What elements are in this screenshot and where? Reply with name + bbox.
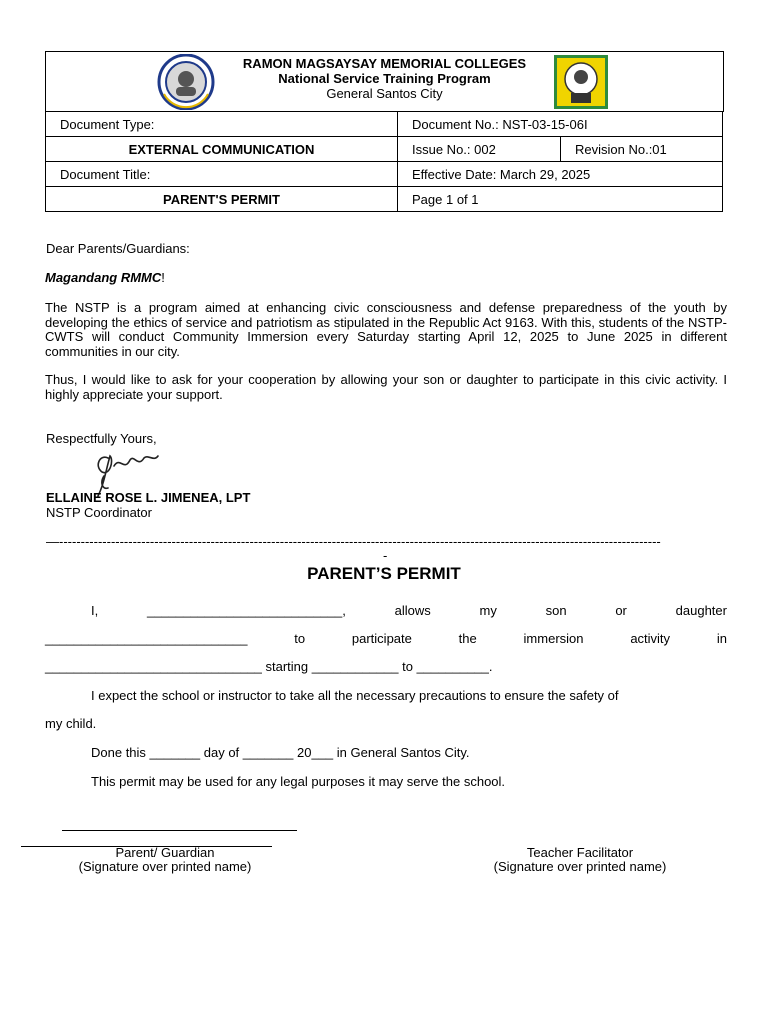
teacher-label: Teacher Facilitator [526,845,634,860]
parent-name-blank[interactable]: ___________________________, [147,603,346,618]
cut-line-tail: - [383,548,388,563]
page-number: Page 1 of 1 [398,187,723,212]
permit-line-2 [45,631,727,646]
doc-type-label: Document Type: [46,112,398,137]
revision-number: Revision No.:01 [561,137,723,162]
effective-date: Effective Date: March 29, 2025 [398,162,723,187]
letter-paragraph-2: Thus, I would like to ask for your cooperation by allowing your son or daughter to participate in this civic activity. I highly appreciate your support. [45,372,727,402]
permit-i: I, [91,603,99,618]
teacher-sub: (Signature over printed name) [493,859,667,874]
parent-sub: (Signature over printed name) [78,859,252,874]
permit-word: in [716,631,727,646]
permit-word: or [615,603,627,618]
permit-word: participate [351,631,412,646]
header-text-block [46,56,723,101]
permit-word: daughter [675,603,727,618]
greeting [45,271,165,285]
teacher-signature-block [466,846,694,874]
cut-line: —------------------------------------------------------------------------------------------------------------------------------------------- [46,534,661,549]
permit-line-7: This permit may be used for any legal purposes it may serve the school. [91,774,506,789]
permit-word: the [458,631,477,646]
permit-line-3: ______________________________ starting ____________ to __________. [45,659,493,674]
school-city: General Santos City [326,86,443,101]
doc-title-label: Document Title: [46,162,398,187]
letter-paragraph-1: The NSTP is a program aimed at enhancing civic consciousness and defense preparedness of the youth by developing the ethics of service and patriotism as stipulated in the Republic Act 9163. With this, students of the NSTP-CWTS will conduct Community Immersion every Saturday starting April 12, 2025 to June 2025 in different communities in our city. [45,300,727,359]
permit-word: allows [394,603,431,618]
parent-signature-block [60,846,270,874]
permit-title: PARENT’S PERMIT [307,564,461,583]
signer-name: ELLAINE ROSE L. JIMENEA, LPT [46,490,251,505]
document-header [45,51,724,112]
doc-number: Document No.: NST-03-15-06I [398,112,723,137]
parent-label: Parent/ Guardian [115,845,215,860]
permit-word: my [479,603,497,618]
permit-word: to [294,631,306,646]
permit-line-5: my child. [45,716,97,731]
doc-type-value: EXTERNAL COMMUNICATION [46,137,398,162]
child-name-blank[interactable]: ____________________________ [45,631,248,646]
permit-word: immersion [523,631,584,646]
doc-title-value: PARENT'S PERMIT [46,187,398,212]
greeting-mark: ! [161,270,165,285]
permit-word: activity [630,631,671,646]
school-name: RAMON MAGSAYSAY MEMORIAL COLLEGES [242,56,527,71]
permit-line-1 [45,603,727,618]
permit-line-4: I expect the school or instructor to take all the necessary precautions to ensure the safety of [91,688,619,703]
parent-signature-line[interactable] [62,830,297,831]
permit-word: son [545,603,567,618]
greeting-italic: Magandang RMMC [45,270,162,285]
program-name: National Service Training Program [278,71,491,86]
salutation: Dear Parents/Guardians: [46,241,190,256]
issue-number: Issue No.: 002 [398,137,561,162]
signer-title: NSTP Coordinator [46,505,152,520]
document-meta-table [45,111,723,212]
closing: Respectfully Yours, [46,431,157,446]
permit-line-6: Done this _______ day of _______ 20___ in General Santos City. [91,745,470,760]
